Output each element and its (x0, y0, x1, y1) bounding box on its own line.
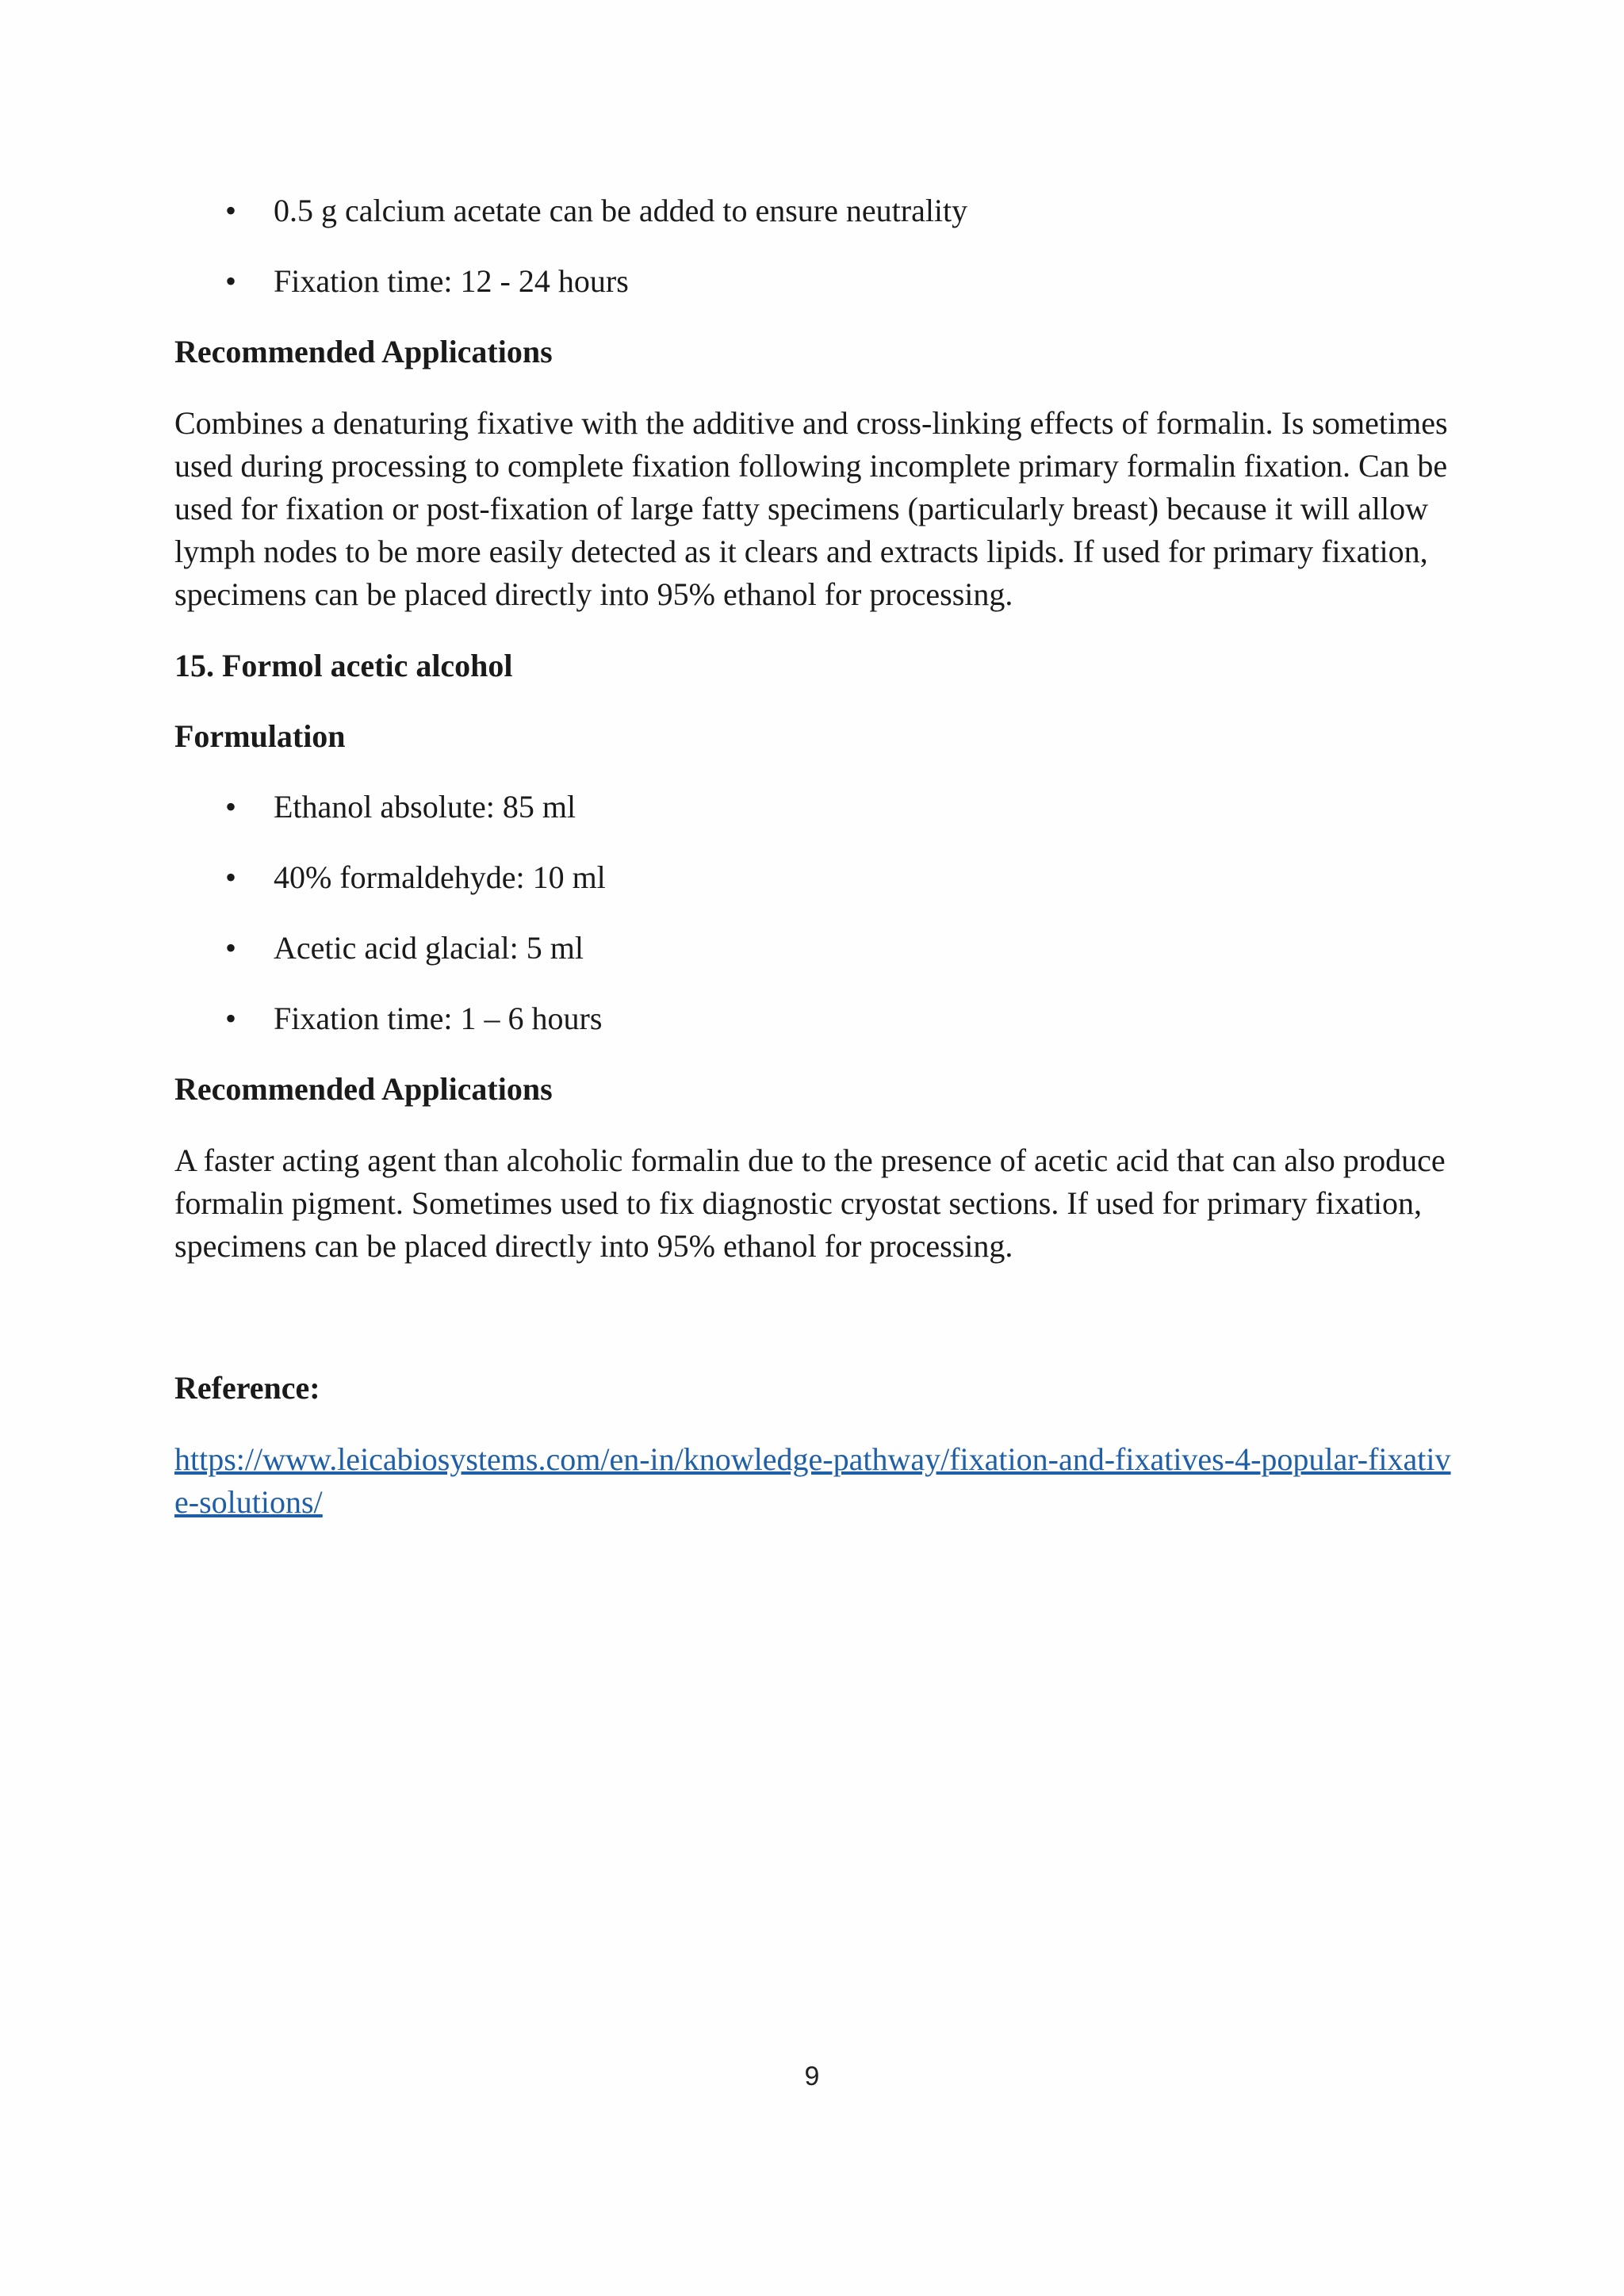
reference-link[interactable] (174, 1438, 1459, 1524)
list-item-text: 40% formaldehyde: 10 ml (274, 859, 606, 895)
list-item (174, 857, 1459, 898)
heading-formulation: Formulation (174, 718, 346, 754)
list-item-text: Fixation time: 12 - 24 hours (274, 263, 629, 299)
page-content (174, 190, 1459, 1524)
bullet-list-formulation (174, 786, 1459, 1039)
list-item (174, 190, 1459, 232)
page-number: 9 (804, 2061, 820, 2091)
bullet-icon: • (225, 263, 237, 299)
bullet-icon: • (225, 1001, 237, 1036)
reference-url[interactable]: https://www.leicabiosystems.com/en-in/knowledge-pathway/fixation-and-fixatives-4-popular-fixative-solutions/ (174, 1441, 1451, 1520)
list-item-text: Acetic acid glacial: 5 ml (274, 930, 584, 966)
bullet-icon: • (225, 859, 237, 895)
list-item-text: Fixation time: 1 – 6 hours (274, 1001, 603, 1036)
bullet-icon: • (225, 193, 237, 228)
spacer (174, 1297, 1459, 1368)
heading-recommended-applications: Recommended Applications (174, 334, 553, 369)
list-item-text: 0.5 g calcium acetate can be added to ensure neutrality (274, 193, 968, 228)
list-item (174, 786, 1459, 828)
list-item (174, 928, 1459, 969)
list-item (174, 261, 1459, 302)
reference-label: Reference: (174, 1370, 320, 1406)
bullet-list-top (174, 190, 1459, 302)
applications-paragraph: Combines a denaturing fixative with the additive and cross-linking effects of formalin. Is sometimes used during processing to complete fixation following incomplete primary formalin fixation. Can be used for fixation or post-fixation of large fatty specimens (particularly breast) because it will allow lymph nodes to be more easily detected as it clears and extracts lipids. If used for primary fixation, specimens can be placed directly into 95% ethanol for processing. (174, 405, 1448, 612)
list-item (174, 998, 1459, 1039)
bullet-icon: • (225, 930, 237, 966)
applications-paragraph: A faster acting agent than alcoholic formalin due to the presence of acetic acid that can also produce formalin pigment. Sometimes used to fix diagnostic cryostat sections. If used for primary fixation, specimens can be placed directly into 95% ethanol for processing. (174, 1142, 1446, 1264)
list-item-text: Ethanol absolute: 85 ml (274, 789, 576, 825)
bullet-icon: • (225, 789, 237, 825)
section-title: 15. Formol acetic alcohol (174, 648, 513, 683)
heading-recommended-applications: Recommended Applications (174, 1071, 553, 1107)
